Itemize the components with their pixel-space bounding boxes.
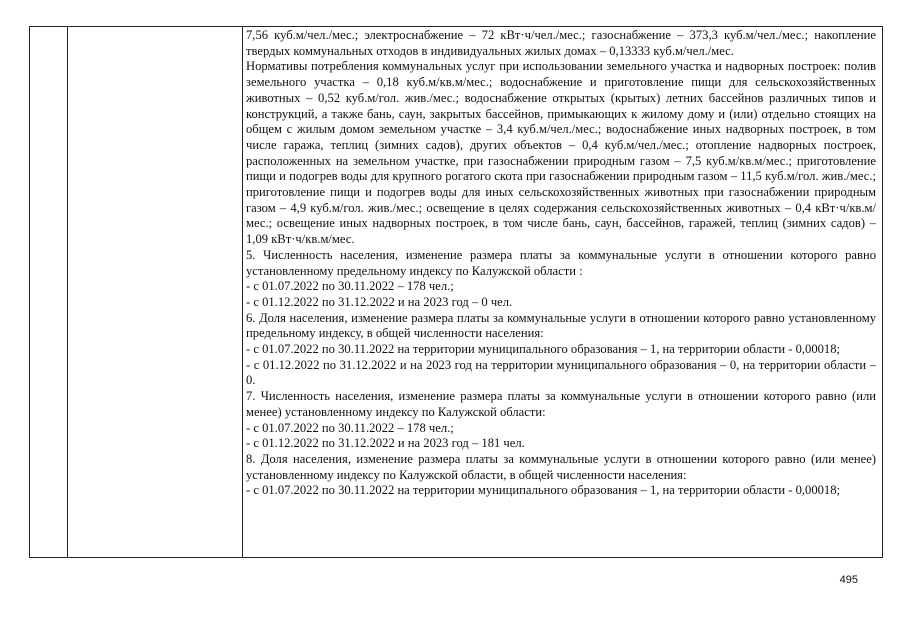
- paragraph: - с 01.07.2022 по 30.11.2022 – 178 чел.;: [246, 279, 454, 294]
- paragraph: - с 01.07.2022 по 30.11.2022 на территории муниципального образования – 1, на территории области - 0,00018;: [246, 483, 841, 498]
- page-number: 495: [839, 574, 858, 586]
- paragraph: - с 01.07.2022 по 30.11.2022 – 178 чел.;: [246, 420, 454, 435]
- document-table: [29, 26, 883, 558]
- table-column-number: [30, 27, 68, 557]
- paragraph: - с 01.12.2022 по 31.12.2022 и на 2023 год – 0 чел.: [246, 294, 513, 309]
- paragraph: - с 01.12.2022 по 31.12.2022 и на 2023 год на территории муниципального образования – 0, на территории области – 0.: [246, 357, 876, 388]
- paragraph: 7,56 куб.м/чел./мес.; электроснабжение – 72 кВт·ч/чел./мес.; газоснабжение – 373,3 куб.м/чел./мес.; накопление твердых коммунальных отходов в индивидуальных жилых домах – 0,13333 куб.м/чел./мес.: [246, 28, 876, 58]
- paragraph: 5. Численность населения, изменение размера платы за коммунальные услуги в отношении которого равно установленному предельному индексу по Калужской области :: [246, 247, 876, 278]
- paragraph: 6. Доля населения, изменение размера платы за коммунальные услуги в отношении которого равно установленному предельному индексу, в общей численности населения:: [246, 310, 876, 341]
- table-cell-content: [246, 28, 876, 499]
- paragraph: 8. Доля населения, изменение размера платы за коммунальные услуги в отношении которого равно (или менее) установленному индексу по Калужской области, в общей численности населения:: [246, 451, 876, 482]
- paragraph: 7. Численность населения, изменение размера платы за коммунальные услуги в отношении которого равно (или менее) установленному индексу по Калужской области:: [246, 389, 876, 419]
- table-column-name: [68, 27, 243, 557]
- paragraph: - с 01.07.2022 по 30.11.2022 на территории муниципального образования – 1, на территории области - 0,00018;: [246, 342, 841, 357]
- paragraph: - с 01.12.2022 по 31.12.2022 и на 2023 год – 181 чел.: [246, 436, 525, 451]
- paragraph: Нормативы потребления коммунальных услуг при использовании земельного участка и надворных построек: полив земельного участка – 0,18 куб.м/кв.м/мес.; водоснабжение и приготовление пищи для сельскохозяйственных животных – 0,52 куб.м/гол. жив./мес.; водоснабжение открытых (крытых) летних бассейнов различных типов и конструкций, а также бань, саун, закрытых бассейнов, примыкающих к жилому дому и (или) отдельно стоящих на общем с жилым домом земельном участке – 3,4 куб.м/чел./мес.; водоснабжение иных надворных построек, в том числе гаража, теплиц (зимних садов), других объектов – 0,4 куб.м/чел./мес.; отопление надворных построек, расположенных на земельном участке, при газоснабжении природным газом – 7,5 куб.м/кв.м/мес.; приготовление пищи и подогрев воды для крупного рогатого скота при газоснабжении природным газом – 11,5 куб.м/гол. жив./мес.; приготовление пищи и подогрев воды для иных сельскохозяйственных животных при газоснабжении природным газом – 4,9 куб.м/гол. жив./мес.; освещение в целях содержания сельскохозяйственных животных – 0,4 кВт·ч/кв.м/мес.; освещение иных надворных построек, в том числе бань, саун, бассейнов, гаражей, теплиц (зимних садов) – 1,09 кВт·ч/кв.м/мес.: [246, 59, 876, 247]
